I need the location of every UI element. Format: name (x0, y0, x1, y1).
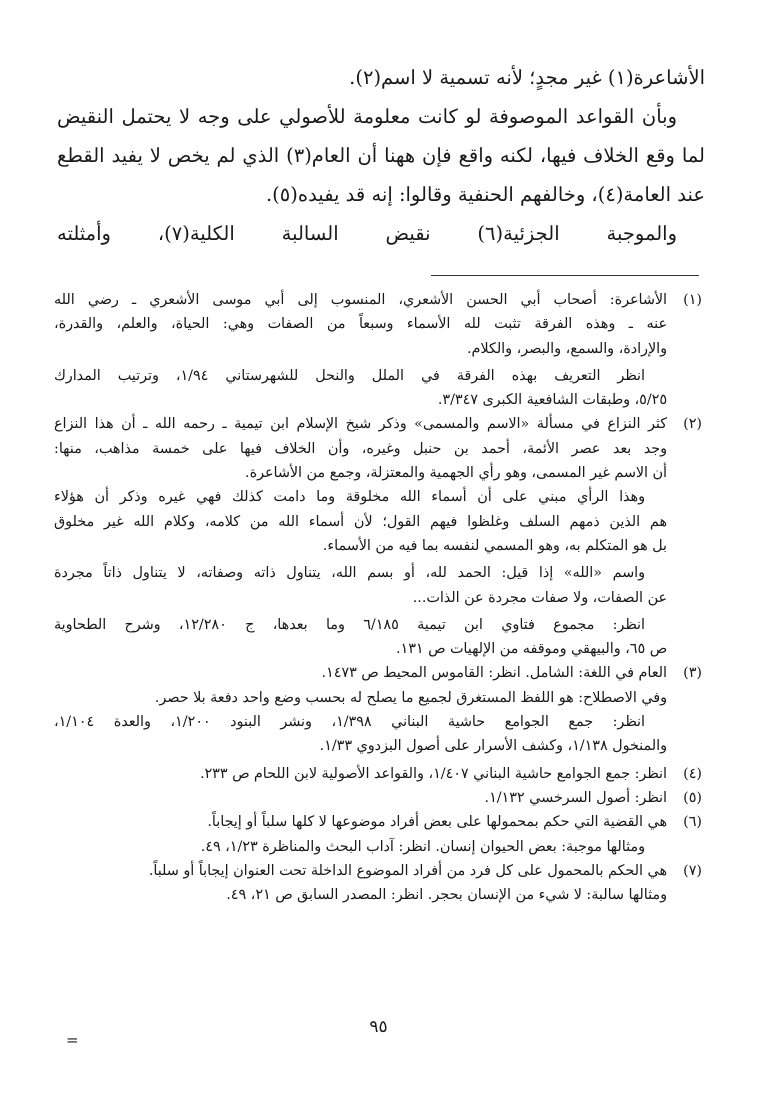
footnote-line: ومثالها موجبة: بعض الحيوان إنسان. انظر: آداب البحث والمناظرة ١/٢٣، ٤٩. (200, 838, 645, 855)
main-line: لما وقع الخلاف فيها، لكنه واقع فإن ههنا أن العام(٣) الذي لم يخص لا يفيد القطع (57, 144, 705, 167)
footnote-line: أن الاسم غير المسمى، وهو رأي الجهمية والمعتزلة، وجمع من الأشاعرة. (245, 465, 667, 482)
footnote-line: والإرادة، والسمع، والبصر، والكلام. (467, 340, 667, 357)
footnote-3 (54, 661, 702, 758)
footnote-line: انظر: جمع الجوامع حاشية البناني ١/٣٩٨، ونشر البنود ١/٢٠٠، والعدة ١/١٠٤، (54, 714, 645, 731)
footnote-line: انظر: جمع الجوامع حاشية البناني ١/٤٠٧، والقواعد الأصولية لابن اللحام ص ٢٣٣. (199, 765, 667, 782)
footnote-line: ص ٦٥، والبيهقي وموقفه من الإلهيات ص ١٣١. (396, 641, 667, 658)
footnote-line: عنه ـ وهذه الفرقة تثبت لله الأسماء وسبعاً من الصفات وهي: الحياة، والعلم، والقدرة، (54, 316, 667, 333)
footnote-line: ٥/٢٥، وطبقات الشافعية الكبرى ٣/٣٤٧. (437, 392, 667, 409)
main-line: الأشاعرة(١) غير مجدٍ؛ لأنه تسمية لا اسم(٢). (349, 66, 705, 89)
footnote-line: وفي الاصطلاح: هو اللفظ المستغرق لجميع ما يصلح له بحسب وضع واحد دفعة بلا حصر. (154, 689, 667, 706)
footnote-line: هم الذين ذمهم السلف وغلظوا فيهم القول؛ لأن أسماء الله من كلامه، وكلام الله غير مخلوق (54, 513, 667, 530)
footnote-line: والمنخول ١/١٣٨، وكشف الأسرار على أصول البزدوي ١/٣٣. (319, 738, 667, 755)
footnote-line: ومثالها سالبة: لا شيء من الإنسان بحجر. انظر: المصدر السابق ص ٢١، ٤٩. (226, 887, 667, 904)
footnote-number: (٤) (683, 765, 702, 782)
footnote-number: (٦) (683, 814, 702, 831)
footnote-line: عن الصفات، ولا صفات مجردة عن الذات... (412, 589, 667, 606)
footnote-6 (54, 810, 702, 859)
footnote-line: الأشاعرة: أصحاب أبي الحسن الأشعري، المنسوب إلى أبي موسى الأشعري ـ رضي الله (54, 292, 667, 308)
continuation-mark: = (66, 1031, 79, 1049)
footnote-4 (54, 762, 702, 786)
footnote-1 (54, 288, 702, 412)
footnote-2 (54, 412, 702, 661)
main-line: عند العامة(٤)، وخالفهم الحنفية وقالوا: إنه قد يفيده(٥). (265, 183, 705, 206)
footnotes (54, 288, 702, 907)
footnote-line: العام في اللغة: الشامل. انظر: القاموس المحيط ص ١٤٧٣. (321, 665, 667, 682)
footnote-5 (54, 786, 702, 810)
footnote-line: هي القضية التي حكم بمحمولها على بعض أفراد موضوعها لا كلها سلباً أو إيجاباً. (207, 814, 667, 831)
footnote-line: وهذا الرأي مبني على أن أسماء الله مخلوقة وما دامت كذلك فهي غيره وذكر أن هؤلاء (54, 489, 645, 506)
footnote-7 (54, 859, 702, 908)
footnote-line: هي الحكم بالمحمول على كل فرد من أفراد الموضوع الداخلة تحت العنوان إيجاباً أو سلباً. (148, 862, 667, 879)
footnote-number: (٢) (683, 416, 702, 433)
page-number: ٩٥ (369, 1017, 388, 1037)
footnote-line: واسم «الله» إذا قيل: الحمد لله، أو بسم الله، يتناول ذاته وصفاته، لا يتناول ذاتاً مجردة (54, 565, 645, 582)
footnote-line: كثر النزاع في مسألة «الاسم والمسمى» وذكر شيخ الإسلام ابن تيمية ـ رحمه الله ـ أن هذا النزاع (54, 416, 667, 433)
footnote-line: وجد بعد عصر الأئمة، أحمد بن حنبل وغيره، وأن الخلاف فيها على خمسة مذاهب، منها: (54, 440, 667, 457)
footnote-line: انظر التعريف بهذه الفرقة في الملل والنحل للشهرستاني ١/٩٤، وترتيب المدارك (54, 367, 645, 384)
main-line: وبأن القواعد الموصوفة لو كانت معلومة للأصولي على وجه لا يحتمل النقيض (57, 105, 677, 128)
main-text (57, 58, 705, 253)
footnote-number: (١) (683, 292, 702, 308)
main-line: والموجبة الجزئية(٦) نقيض السالبة الكلية(٧)، وأمثلته (57, 222, 678, 245)
footnote-number: (٧) (683, 862, 702, 879)
footnote-separator (431, 275, 699, 276)
footnote-number: (٣) (683, 665, 702, 682)
footnote-line: انظر: مجموع فتاوي ابن تيمية ٦/١٨٥ وما بعدها، ج ١٢/٢٨٠، وشرح الطحاوية (54, 616, 645, 633)
footnote-line: انظر: أصول السرخسي ١/١٣٢. (484, 789, 667, 806)
footnote-number: (٥) (683, 789, 702, 806)
footnote-line: بل هو المتكلم به، وهو المسمي لنفسه بما فيه من الأسماء. (322, 537, 667, 554)
